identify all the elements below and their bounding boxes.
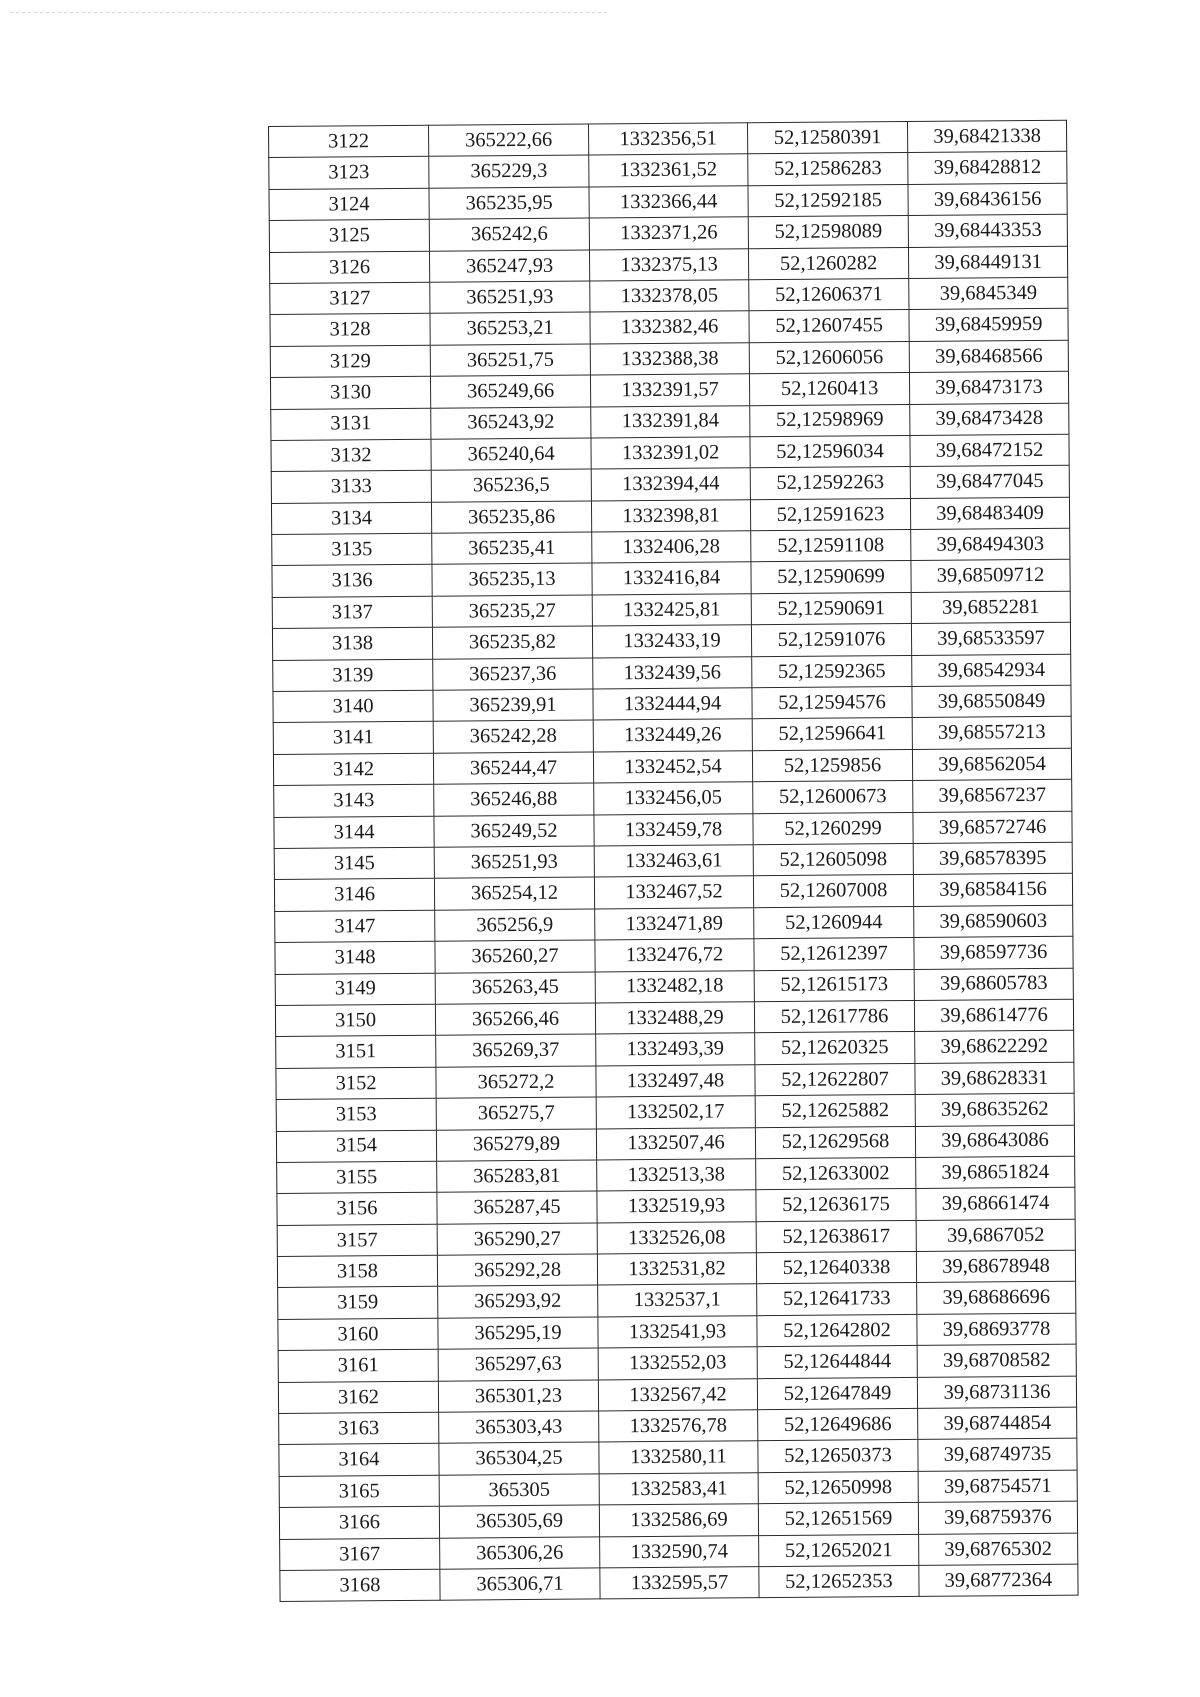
longitude-cell: 39,68643086 — [915, 1125, 1074, 1158]
latitude-cell: 52,12606371 — [749, 278, 909, 311]
longitude-cell: 39,68651824 — [916, 1156, 1075, 1189]
longitude-cell: 39,68472152 — [910, 434, 1069, 467]
latitude-cell: 52,12640338 — [756, 1252, 916, 1285]
x-coordinate-cell: 365235,41 — [432, 532, 592, 565]
latitude-cell: 52,12607455 — [749, 310, 909, 343]
coordinates-table — [268, 120, 1079, 1603]
longitude-cell: 39,68635262 — [915, 1093, 1074, 1126]
x-coordinate-cell: 365263,45 — [435, 972, 595, 1005]
longitude-cell: 39,6867052 — [916, 1219, 1075, 1252]
point-number-cell: 3141 — [273, 722, 433, 755]
x-coordinate-cell: 365249,52 — [434, 815, 594, 848]
point-number-cell: 3126 — [269, 251, 429, 284]
table-row — [280, 1564, 1078, 1602]
point-number-cell: 3129 — [270, 345, 430, 378]
point-number-cell: 3164 — [279, 1444, 439, 1477]
latitude-cell: 52,12617786 — [754, 1000, 914, 1033]
longitude-cell: 39,68597736 — [914, 936, 1073, 969]
x-coordinate-cell: 365301,23 — [438, 1380, 598, 1413]
point-number-cell: 3156 — [277, 1192, 437, 1225]
point-number-cell: 3142 — [273, 753, 433, 786]
x-coordinate-cell: 365235,82 — [432, 626, 592, 659]
y-coordinate-cell: 1332497,48 — [596, 1064, 755, 1097]
point-number-cell: 3137 — [272, 596, 432, 629]
latitude-cell: 52,12590691 — [751, 592, 911, 625]
y-coordinate-cell: 1332471,89 — [595, 907, 754, 940]
x-coordinate-cell: 365305,69 — [439, 1505, 599, 1538]
y-coordinate-cell: 1332425,81 — [592, 594, 751, 627]
latitude-cell: 52,12647849 — [757, 1377, 917, 1410]
latitude-cell: 52,12591108 — [751, 530, 911, 563]
y-coordinate-cell: 1332467,52 — [594, 876, 753, 909]
y-coordinate-cell: 1332586,69 — [599, 1504, 758, 1537]
y-coordinate-cell: 1332361,52 — [589, 154, 748, 187]
latitude-cell: 52,12592263 — [750, 467, 910, 500]
x-coordinate-cell: 365240,64 — [431, 438, 591, 471]
latitude-cell: 52,12649686 — [758, 1408, 918, 1441]
longitude-cell: 39,68708582 — [917, 1344, 1076, 1377]
y-coordinate-cell: 1332537,1 — [598, 1284, 757, 1317]
latitude-cell: 52,12622807 — [755, 1063, 915, 1096]
latitude-cell: 52,12596034 — [750, 435, 910, 468]
point-number-cell: 3125 — [269, 219, 429, 252]
y-coordinate-cell: 1332394,44 — [591, 468, 750, 501]
x-coordinate-cell: 365235,27 — [432, 595, 592, 628]
x-coordinate-cell: 365251,93 — [434, 846, 594, 879]
latitude-cell: 52,1259856 — [752, 749, 912, 782]
latitude-cell: 52,12592185 — [748, 184, 908, 217]
latitude-cell: 52,12590699 — [751, 561, 911, 594]
x-coordinate-cell: 365292,28 — [437, 1254, 597, 1287]
y-coordinate-cell: 1332371,26 — [589, 217, 748, 250]
y-coordinate-cell: 1332576,78 — [599, 1410, 758, 1443]
x-coordinate-cell: 365222,66 — [428, 124, 588, 157]
point-number-cell: 3131 — [271, 408, 431, 441]
point-number-cell: 3148 — [275, 941, 435, 974]
latitude-cell: 52,12651569 — [758, 1503, 918, 1536]
x-coordinate-cell: 365247,93 — [429, 250, 589, 283]
longitude-cell: 39,68473428 — [910, 403, 1069, 436]
latitude-cell: 52,12650373 — [758, 1440, 918, 1473]
longitude-cell: 39,68421338 — [907, 120, 1066, 153]
x-coordinate-cell: 365275,7 — [436, 1097, 596, 1130]
point-number-cell: 3134 — [271, 502, 431, 535]
coordinates-table-body — [269, 120, 1079, 1602]
point-number-cell: 3143 — [274, 784, 434, 817]
longitude-cell: 39,68494303 — [911, 528, 1070, 561]
point-number-cell: 3154 — [276, 1130, 436, 1163]
point-number-cell: 3124 — [269, 188, 429, 221]
latitude-cell: 52,12652021 — [759, 1534, 919, 1567]
x-coordinate-cell: 365242,28 — [433, 720, 593, 753]
longitude-cell: 39,68754571 — [918, 1470, 1077, 1503]
longitude-cell: 39,68449131 — [908, 246, 1067, 279]
scan-edge-mark — [10, 12, 610, 13]
longitude-cell: 39,68477045 — [910, 466, 1069, 499]
y-coordinate-cell: 1332439,56 — [593, 656, 752, 689]
y-coordinate-cell: 1332502,17 — [596, 1096, 755, 1129]
y-coordinate-cell: 1332541,93 — [598, 1316, 757, 1349]
longitude-cell: 39,68622292 — [915, 1031, 1074, 1064]
latitude-cell: 52,12633002 — [756, 1157, 916, 1190]
longitude-cell: 39,68628331 — [915, 1062, 1074, 1095]
latitude-cell: 52,12594576 — [752, 686, 912, 719]
y-coordinate-cell: 1332406,28 — [592, 531, 751, 564]
latitude-cell: 52,12642802 — [757, 1314, 917, 1347]
latitude-cell: 52,12615173 — [754, 969, 914, 1002]
x-coordinate-cell: 365246,88 — [434, 783, 594, 816]
longitude-cell: 39,68686696 — [917, 1282, 1076, 1315]
y-coordinate-cell: 1332449,26 — [593, 719, 752, 752]
x-coordinate-cell: 365254,12 — [434, 877, 594, 910]
point-number-cell: 3168 — [280, 1569, 440, 1602]
longitude-cell: 39,68428812 — [908, 152, 1067, 185]
x-coordinate-cell: 365253,21 — [430, 312, 590, 345]
x-coordinate-cell: 365237,36 — [433, 658, 593, 691]
latitude-cell: 52,12620325 — [755, 1032, 915, 1065]
latitude-cell: 52,12625882 — [755, 1095, 915, 1128]
latitude-cell: 52,1260413 — [749, 373, 909, 406]
y-coordinate-cell: 1332526,08 — [597, 1221, 756, 1254]
point-number-cell: 3145 — [274, 847, 434, 880]
document-page — [268, 120, 1078, 1603]
point-number-cell: 3149 — [275, 973, 435, 1006]
y-coordinate-cell: 1332583,41 — [599, 1472, 758, 1505]
x-coordinate-cell: 365242,6 — [429, 218, 589, 251]
latitude-cell: 52,12612397 — [754, 938, 914, 971]
point-number-cell: 3159 — [278, 1287, 438, 1320]
y-coordinate-cell: 1332382,46 — [590, 311, 749, 344]
latitude-cell: 52,12629568 — [755, 1126, 915, 1159]
point-number-cell: 3122 — [269, 125, 429, 158]
y-coordinate-cell: 1332482,18 — [595, 970, 754, 1003]
latitude-cell: 52,12641733 — [757, 1283, 917, 1316]
point-number-cell: 3136 — [272, 565, 432, 598]
longitude-cell: 39,68443353 — [908, 214, 1067, 247]
point-number-cell: 3139 — [273, 659, 433, 692]
longitude-cell: 39,68772364 — [919, 1564, 1078, 1597]
latitude-cell: 52,12607008 — [753, 875, 913, 908]
x-coordinate-cell: 365244,47 — [433, 752, 593, 785]
latitude-cell: 52,12591076 — [751, 624, 911, 657]
latitude-cell: 52,1260944 — [754, 906, 914, 939]
point-number-cell: 3140 — [273, 690, 433, 723]
point-number-cell: 3151 — [276, 1036, 436, 1069]
y-coordinate-cell: 1332531,82 — [597, 1253, 756, 1286]
latitude-cell: 52,12600673 — [753, 781, 913, 814]
latitude-cell: 52,12650998 — [758, 1471, 918, 1504]
point-number-cell: 3153 — [276, 1098, 436, 1131]
x-coordinate-cell: 365235,95 — [429, 187, 589, 220]
y-coordinate-cell: 1332513,38 — [597, 1159, 756, 1192]
y-coordinate-cell: 1332459,78 — [594, 813, 753, 846]
x-coordinate-cell: 365249,66 — [430, 375, 590, 408]
x-coordinate-cell: 365305 — [439, 1474, 599, 1507]
x-coordinate-cell: 365295,19 — [438, 1317, 598, 1350]
longitude-cell: 39,68509712 — [911, 560, 1070, 593]
x-coordinate-cell: 365239,91 — [433, 689, 593, 722]
x-coordinate-cell: 365303,43 — [439, 1411, 599, 1444]
y-coordinate-cell: 1332433,19 — [592, 625, 751, 658]
point-number-cell: 3130 — [270, 376, 430, 409]
x-coordinate-cell: 365306,71 — [440, 1568, 600, 1601]
y-coordinate-cell: 1332444,94 — [593, 688, 752, 721]
longitude-cell: 39,68542934 — [912, 654, 1071, 687]
longitude-cell: 39,68483409 — [910, 497, 1069, 530]
y-coordinate-cell: 1332519,93 — [597, 1190, 756, 1223]
latitude-cell: 52,1260282 — [748, 247, 908, 280]
point-number-cell: 3133 — [271, 471, 431, 504]
longitude-cell: 39,68693778 — [917, 1313, 1076, 1346]
y-coordinate-cell: 1332488,29 — [595, 1002, 754, 1035]
y-coordinate-cell: 1332416,84 — [592, 562, 751, 595]
longitude-cell: 39,68731136 — [917, 1376, 1076, 1409]
point-number-cell: 3147 — [275, 910, 435, 943]
x-coordinate-cell: 365251,93 — [430, 281, 590, 314]
latitude-cell: 52,12592365 — [752, 655, 912, 688]
longitude-cell: 39,68678948 — [916, 1250, 1075, 1283]
x-coordinate-cell: 365287,45 — [437, 1191, 597, 1224]
x-coordinate-cell: 365293,92 — [438, 1285, 598, 1318]
latitude-cell: 52,12644844 — [757, 1346, 917, 1379]
x-coordinate-cell: 365304,25 — [439, 1442, 599, 1475]
y-coordinate-cell: 1332378,05 — [590, 280, 749, 313]
longitude-cell: 39,68468566 — [909, 340, 1068, 373]
longitude-cell: 39,68584156 — [913, 874, 1072, 907]
point-number-cell: 3123 — [269, 157, 429, 190]
x-coordinate-cell: 365260,27 — [435, 940, 595, 973]
longitude-cell: 39,68459959 — [909, 309, 1068, 342]
longitude-cell: 39,68590603 — [914, 905, 1073, 938]
y-coordinate-cell: 1332452,54 — [593, 751, 752, 784]
y-coordinate-cell: 1332391,84 — [591, 405, 750, 438]
point-number-cell: 3166 — [279, 1506, 439, 1539]
point-number-cell: 3146 — [274, 879, 434, 912]
longitude-cell: 39,68557213 — [912, 717, 1071, 750]
x-coordinate-cell: 365290,27 — [437, 1223, 597, 1256]
longitude-cell: 39,68744854 — [918, 1407, 1077, 1440]
y-coordinate-cell: 1332391,02 — [591, 437, 750, 470]
y-coordinate-cell: 1332356,51 — [588, 123, 747, 156]
point-number-cell: 3135 — [272, 533, 432, 566]
y-coordinate-cell: 1332507,46 — [596, 1127, 755, 1160]
latitude-cell: 52,1260299 — [753, 812, 913, 845]
x-coordinate-cell: 365235,86 — [431, 501, 591, 534]
x-coordinate-cell: 365251,75 — [430, 344, 590, 377]
y-coordinate-cell: 1332552,03 — [598, 1347, 757, 1380]
x-coordinate-cell: 365266,46 — [435, 1003, 595, 1036]
longitude-cell: 39,68567237 — [913, 779, 1072, 812]
latitude-cell: 52,12586283 — [748, 153, 908, 186]
x-coordinate-cell: 365283,81 — [437, 1160, 597, 1193]
longitude-cell: 39,68578395 — [913, 842, 1072, 875]
longitude-cell: 39,68759376 — [918, 1501, 1077, 1534]
latitude-cell: 52,12606056 — [749, 341, 909, 374]
y-coordinate-cell: 1332463,61 — [594, 845, 753, 878]
latitude-cell: 52,12598969 — [750, 404, 910, 437]
y-coordinate-cell: 1332375,13 — [589, 248, 748, 281]
point-number-cell: 3157 — [277, 1224, 437, 1257]
longitude-cell: 39,68562054 — [912, 748, 1071, 781]
latitude-cell: 52,12596641 — [752, 718, 912, 751]
longitude-cell: 39,68550849 — [912, 685, 1071, 718]
latitude-cell: 52,12652353 — [759, 1565, 919, 1598]
x-coordinate-cell: 365297,63 — [438, 1348, 598, 1381]
longitude-cell: 39,68473173 — [909, 371, 1068, 404]
latitude-cell: 52,12605098 — [753, 843, 913, 876]
longitude-cell: 39,68749735 — [918, 1439, 1077, 1472]
point-number-cell: 3127 — [270, 282, 430, 315]
longitude-cell: 39,6845349 — [909, 277, 1068, 310]
longitude-cell: 39,68436156 — [908, 183, 1067, 216]
point-number-cell: 3158 — [277, 1255, 437, 1288]
point-number-cell: 3160 — [278, 1318, 438, 1351]
x-coordinate-cell: 365235,13 — [432, 563, 592, 596]
point-number-cell: 3163 — [279, 1412, 439, 1445]
latitude-cell: 52,12591623 — [750, 498, 910, 531]
y-coordinate-cell: 1332366,44 — [589, 186, 748, 219]
point-number-cell: 3128 — [270, 314, 430, 347]
point-number-cell: 3150 — [275, 1004, 435, 1037]
x-coordinate-cell: 365236,5 — [431, 469, 591, 502]
longitude-cell: 39,68614776 — [914, 999, 1073, 1032]
latitude-cell: 52,12580391 — [747, 121, 907, 154]
x-coordinate-cell: 365243,92 — [431, 406, 591, 439]
longitude-cell: 39,68661474 — [916, 1187, 1075, 1220]
latitude-cell: 52,12598089 — [748, 216, 908, 249]
x-coordinate-cell: 365256,9 — [435, 909, 595, 942]
y-coordinate-cell: 1332476,72 — [595, 939, 754, 972]
y-coordinate-cell: 1332456,05 — [594, 782, 753, 815]
latitude-cell: 52,12636175 — [756, 1189, 916, 1222]
y-coordinate-cell: 1332580,11 — [599, 1441, 758, 1474]
x-coordinate-cell: 365272,2 — [436, 1066, 596, 1099]
y-coordinate-cell: 1332388,38 — [590, 342, 749, 375]
y-coordinate-cell: 1332398,81 — [591, 499, 750, 532]
longitude-cell: 39,68533597 — [911, 622, 1070, 655]
point-number-cell: 3144 — [274, 816, 434, 849]
x-coordinate-cell: 365229,3 — [429, 155, 589, 188]
y-coordinate-cell: 1332567,42 — [598, 1378, 757, 1411]
y-coordinate-cell: 1332391,57 — [590, 374, 749, 407]
x-coordinate-cell: 365269,37 — [436, 1034, 596, 1067]
point-number-cell: 3165 — [279, 1475, 439, 1508]
point-number-cell: 3161 — [278, 1349, 438, 1382]
point-number-cell: 3138 — [272, 627, 432, 660]
y-coordinate-cell: 1332590,74 — [600, 1535, 759, 1568]
x-coordinate-cell: 365306,26 — [440, 1537, 600, 1570]
y-coordinate-cell: 1332595,57 — [600, 1567, 759, 1600]
longitude-cell: 39,68605783 — [914, 968, 1073, 1001]
point-number-cell: 3162 — [278, 1381, 438, 1414]
point-number-cell: 3155 — [277, 1161, 437, 1194]
longitude-cell: 39,68765302 — [919, 1533, 1078, 1566]
latitude-cell: 52,12638617 — [756, 1220, 916, 1253]
x-coordinate-cell: 365279,89 — [436, 1128, 596, 1161]
longitude-cell: 39,68572746 — [913, 811, 1072, 844]
point-number-cell: 3152 — [276, 1067, 436, 1100]
point-number-cell: 3167 — [280, 1538, 440, 1571]
point-number-cell: 3132 — [271, 439, 431, 472]
longitude-cell: 39,6852281 — [911, 591, 1070, 624]
y-coordinate-cell: 1332493,39 — [596, 1033, 755, 1066]
